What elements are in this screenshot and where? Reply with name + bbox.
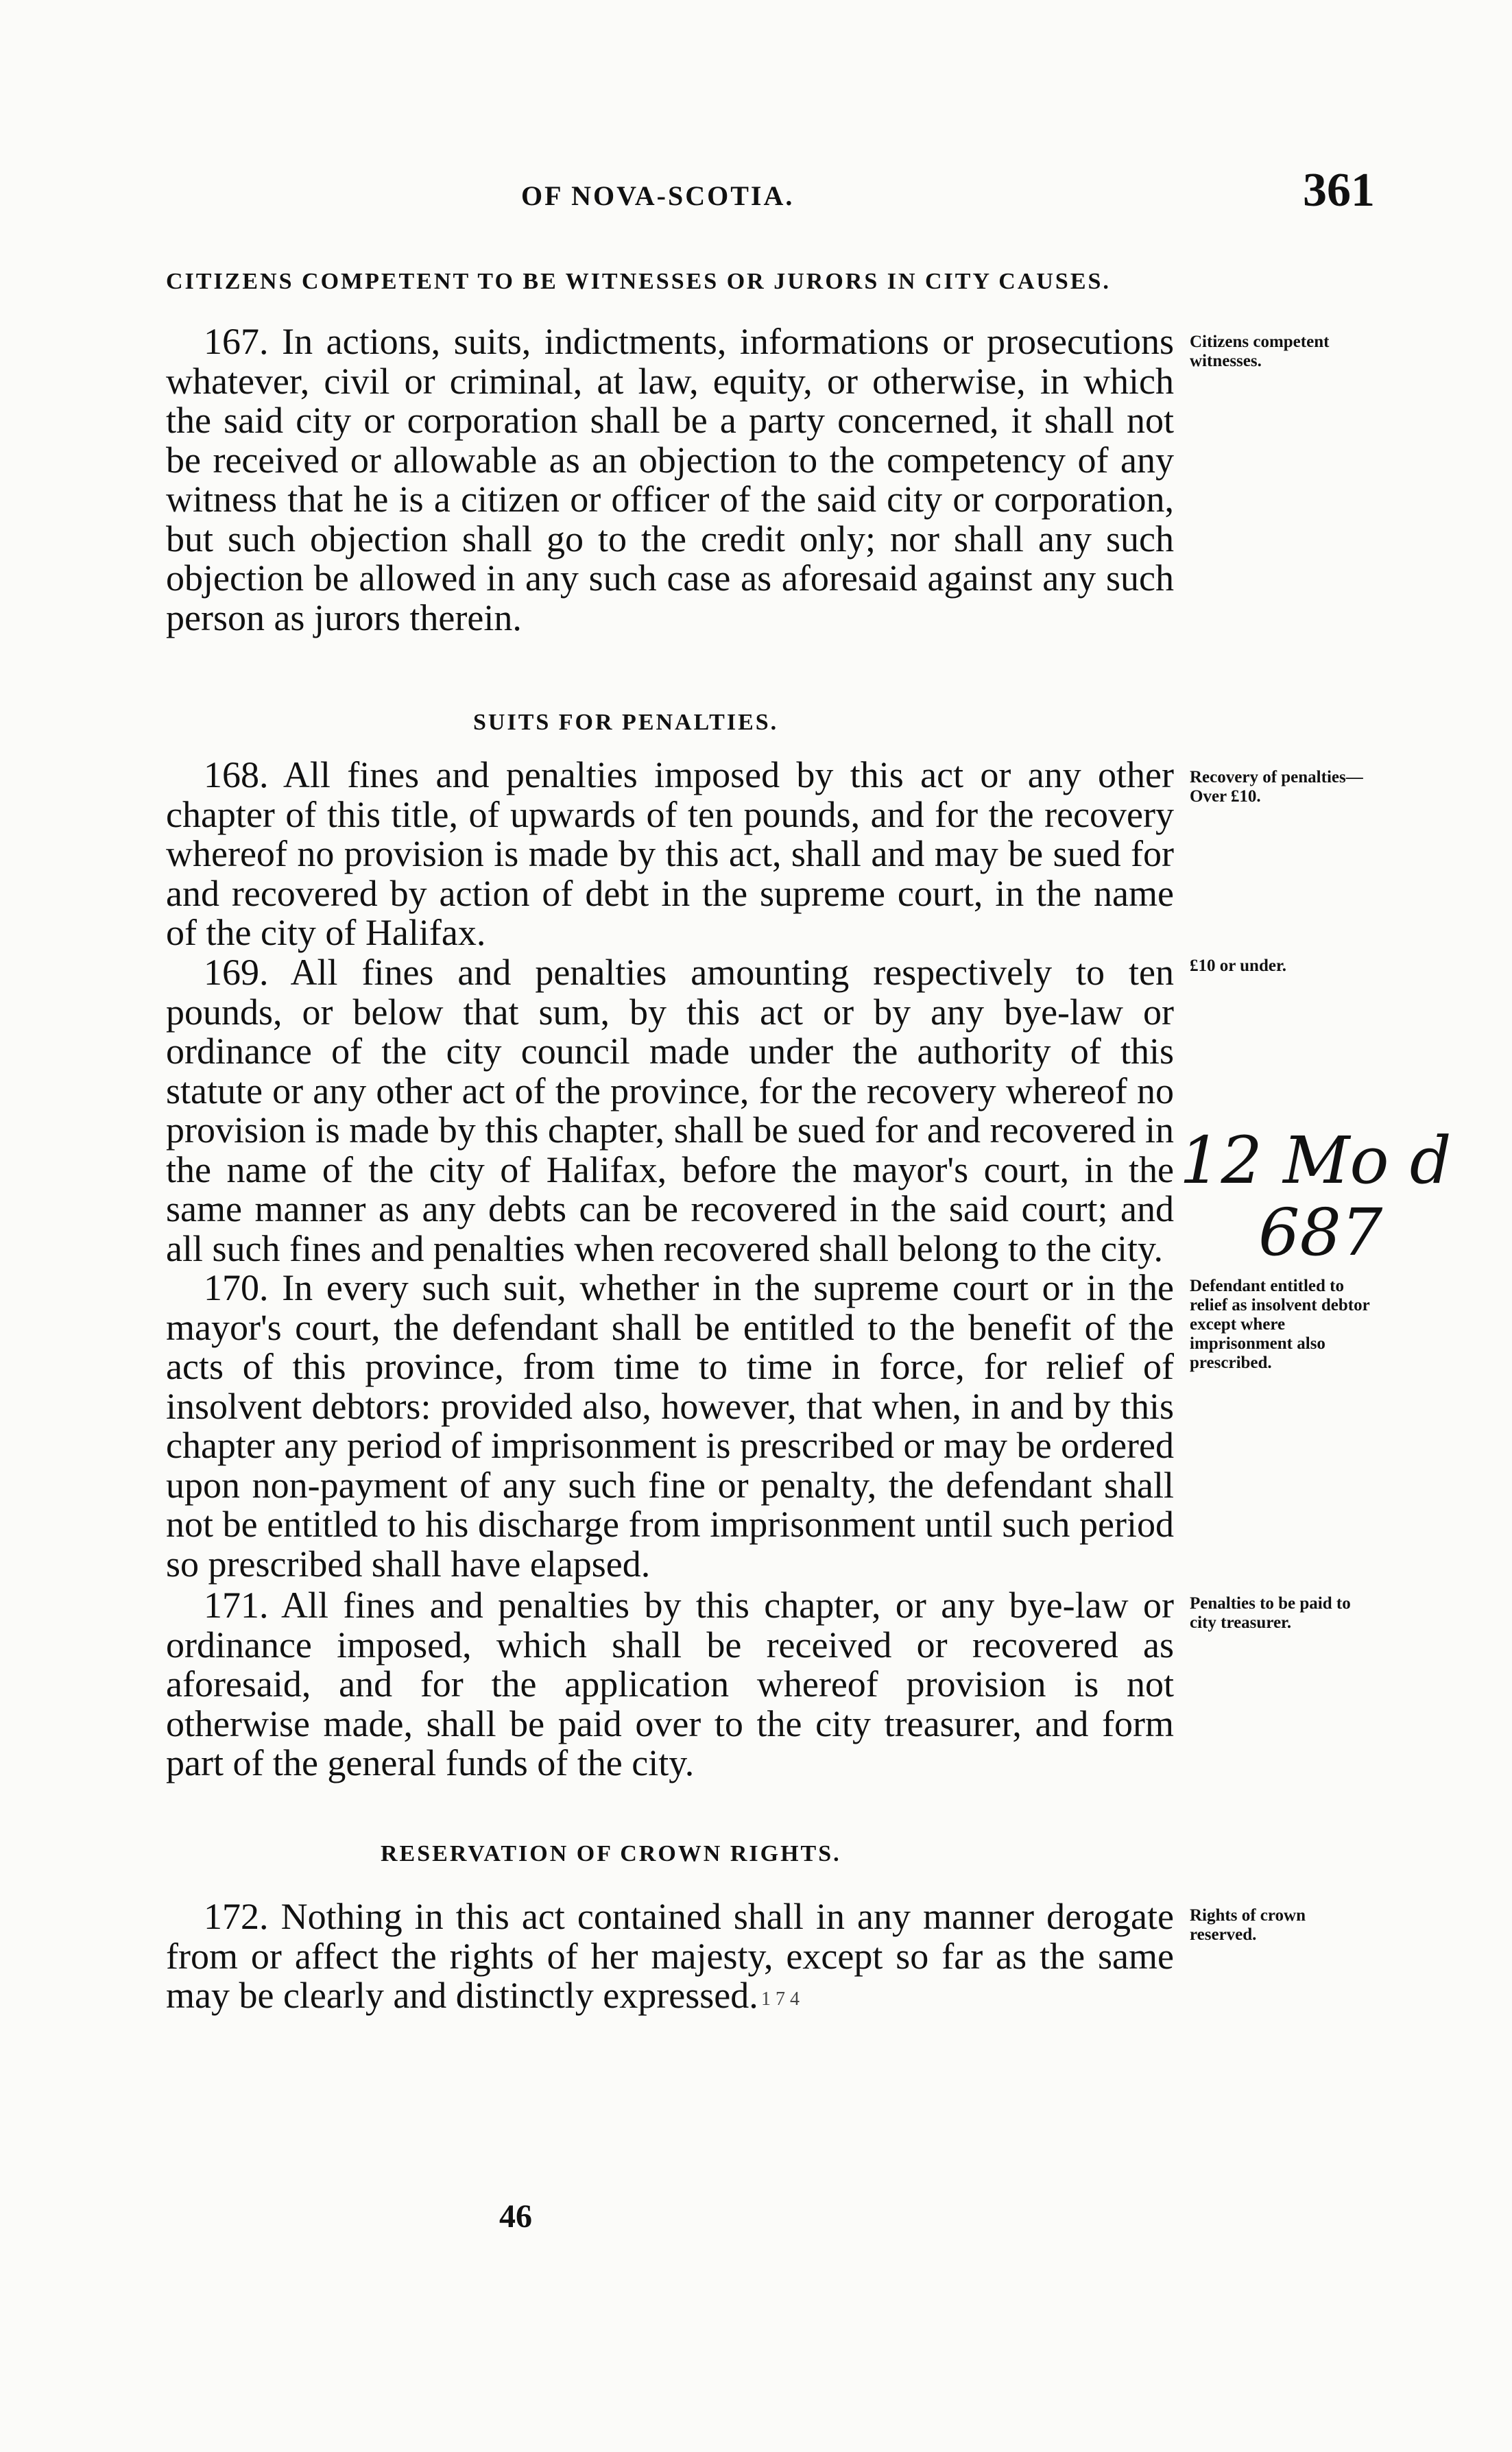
margin-note-170: Defendant entitled to relief as insolvent debtor except where imprisonment also prescribed.	[1190, 1277, 1370, 1372]
paragraph-text: All fines and penalties amounting respectively to ten pounds, or below that sum, by this act or by any bye-law or ordinance of the city council made under the authority of this statute or any other act of the province, for the recovery whereof no provision is made by this chapter, shall be sued for and recovered in the name of the city of Halifax, before the mayor's court, in the same manner as any debts can be recovered in the said court; and all such fines and penalties when recovered shall belong to the city.	[166, 952, 1174, 1269]
ink-mark: 1 7 4	[761, 1988, 800, 2010]
paragraph-number: 169.	[204, 952, 269, 993]
annotation-line-1: 12 Mo d	[1179, 1125, 1452, 1199]
margin-note-169: £10 or under.	[1190, 957, 1287, 975]
paragraph-168	[166, 756, 1174, 953]
annotation-line-2: 687	[1258, 1195, 1383, 1262]
paragraph-171	[166, 1586, 1174, 1783]
margin-note-171: Penalties to be paid to city treasurer.	[1190, 1594, 1351, 1632]
section-heading-crown-rights: RESERVATION OF CROWN RIGHTS.	[381, 1841, 841, 1866]
page-number: 361	[1303, 164, 1375, 217]
paragraph-number: 172.	[204, 1896, 269, 1937]
paragraph-text: In actions, suits, indictments, informations or prosecutions whatever, civil or criminal, at law, equity, or otherwise, in which the said city or corporation shall be a party concerned, it shall not be received or allowable as an objection to the competency of any witness that he is a citizen or officer of the said city or corporation, but such objection shall go to the credit only; nor shall any such objection be allowed in any such case as aforesaid against any such person as jurors therein.	[166, 321, 1174, 638]
section-heading-penalties: SUITS FOR PENALTIES.	[473, 710, 779, 735]
paragraph-170	[166, 1269, 1174, 1584]
margin-note-167: Citizens competent witnesses.	[1190, 333, 1330, 370]
paragraph-169	[166, 953, 1174, 1269]
section-heading-witnesses: CITIZENS COMPETENT TO BE WITNESSES OR JURORS IN CITY CAUSES.	[166, 269, 1111, 294]
handwritten-annotation	[1179, 1125, 1509, 1262]
signature-mark: 46	[499, 2198, 532, 2235]
paragraph-text: All fines and penalties by this chapter, or any bye-law or ordinance imposed, which shall be received or recovered as aforesaid, and for the application whereof provision is not otherwise made, shall be paid over to the city treasurer, and form part of the general funds of the city.	[166, 1585, 1174, 1783]
paragraph-number: 168.	[204, 754, 269, 795]
paragraph-number: 171.	[204, 1585, 269, 1626]
paragraph-number: 167.	[204, 321, 269, 362]
margin-note-168: Recovery of penalties— Over £10.	[1190, 768, 1363, 806]
paragraph-text: Nothing in this act contained shall in any manner derogate from or affect the rights of her majesty, except so far as the same may be clearly and distinctly expressed.	[166, 1896, 1174, 2016]
paragraph-text: In every such suit, whether in the supreme court or in the mayor's court, the defendant shall be entitled to the benefit of the acts of this province, from time to time in force, for relief of insolvent debtors: provided also, however, that when, in and by this chapter any period of imprisonment is prescribed or may be ordered upon non-payment of any such fine or penalty, the defendant shall not be entitled to his discharge from imprisonment until such period so prescribed shall have elapsed.	[166, 1267, 1175, 1585]
running-title: OF NOVA-SCOTIA.	[521, 180, 795, 211]
paragraph-text: All fines and penalties imposed by this act or any other chapter of this title, of upwards of ten pounds, and for the recovery whereof no provision is made by this act, shall and may be sued for and recovered by action of debt in the supreme court, in the name of the city of Halifax.	[166, 754, 1174, 953]
paragraph-172	[166, 1897, 1174, 2016]
margin-note-172: Rights of crown reserved.	[1190, 1906, 1306, 1944]
paragraph-number: 170.	[204, 1267, 269, 1308]
paragraph-167	[166, 322, 1174, 638]
